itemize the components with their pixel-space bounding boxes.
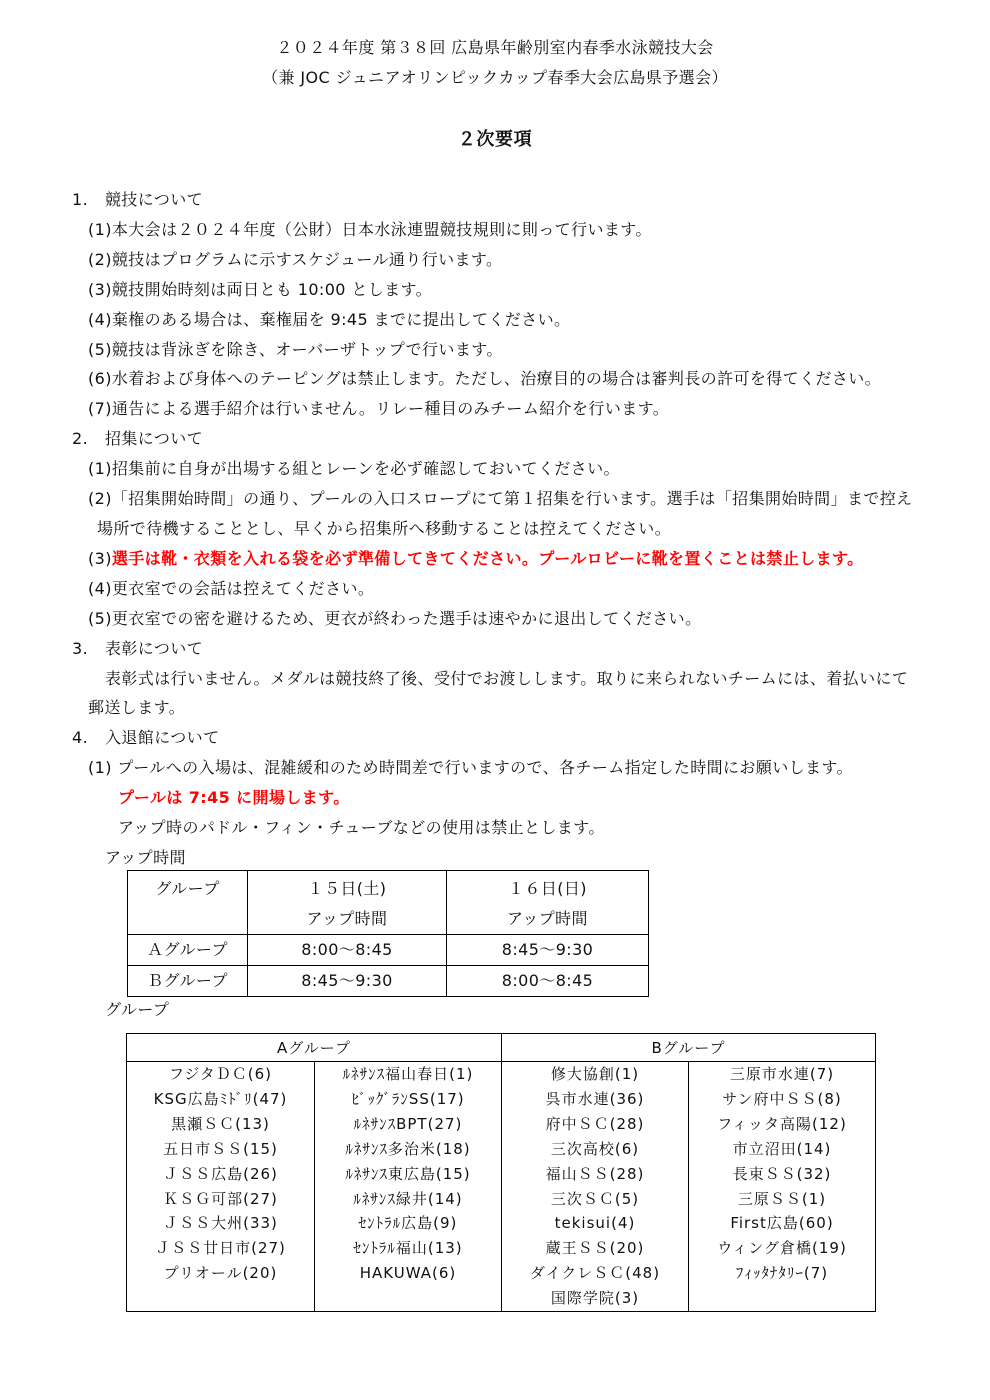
rule-item: (1) プールへの入場は、混雑緩和のため時間差で行いますので、各チーム指定した時間にお願いします。 xyxy=(88,758,853,778)
team-entry: 国際学院(3) xyxy=(550,1289,640,1308)
warmup-table-header-row xyxy=(128,871,649,935)
emphasis-text: 選手は靴・衣類を入れる袋を必ず準備してきてください。プールロビーに靴を置くことは禁止します。 xyxy=(111,548,864,568)
section-call-room xyxy=(72,424,942,633)
team-entry: First広島(60) xyxy=(730,1214,834,1233)
event-title-line: ２０２４年度 第３８回 広島県年齢別室内春季水泳競技大会 xyxy=(276,38,714,57)
group-b-header: Bグループ xyxy=(502,1034,876,1062)
warmup-row-group-b xyxy=(128,966,649,997)
document-title: ２次要項 xyxy=(457,129,533,150)
opening-time-notice: プールは 7:45 に開場します。 xyxy=(118,788,350,808)
section-competition xyxy=(72,185,942,424)
guidelines-body xyxy=(72,185,942,873)
group-a-header: Aグループ xyxy=(127,1034,502,1062)
header-group-label: グループ xyxy=(155,879,220,898)
team-entry: ウィング倉橋(19) xyxy=(717,1239,847,1258)
row-day1-time: 8:45～9:30 xyxy=(248,966,447,997)
team-entry: ﾙﾈｻﾝｽ東広島(15) xyxy=(345,1164,471,1183)
rule-item: (1)本大会は２０２４年度（公財）日本水泳連盟競技規則に則って行います。 xyxy=(88,219,652,239)
team-entry: 三原市水連(7) xyxy=(729,1065,835,1083)
team-entry: 黒瀬ＳＣ(13) xyxy=(171,1114,270,1133)
header-day1-date: １５日(土) xyxy=(307,879,387,898)
team-entry: 修大協創(1) xyxy=(550,1065,640,1083)
team-entry: フジタＤＣ(6) xyxy=(168,1065,273,1083)
team-entry: ダイクレＳＣ(48) xyxy=(529,1264,661,1283)
section-heading xyxy=(72,185,942,215)
section-entry-exit xyxy=(72,723,942,873)
rule-item: (5)更衣室での密を避けるため、更衣が終わった選手は速やかに退出してください。 xyxy=(88,608,702,628)
row-group-name: Ａグループ xyxy=(128,935,248,966)
equipment-note: アップ時のパドル・フィン・チューブなどの使用は禁止とします。 xyxy=(118,818,605,838)
team-entry: 市立沼田(14) xyxy=(732,1139,832,1158)
header-day2-label: アップ時間 xyxy=(507,909,588,928)
team-entry: ﾙﾈｻﾝｽ緑井(14) xyxy=(353,1189,463,1208)
team-entry: 長束ＳＳ(32) xyxy=(732,1164,832,1183)
team-entry: ＪＳＳ広島(26) xyxy=(163,1164,278,1183)
section-number: 1. xyxy=(72,190,89,209)
team-entry: KSG広島ﾐﾄﾞﾘ(47) xyxy=(153,1089,288,1108)
team-entry: ｾﾝﾄﾗﾙ福山(13) xyxy=(353,1239,463,1258)
header-day2-cell xyxy=(447,871,649,935)
group-table-body-row xyxy=(127,1062,876,1312)
document-header xyxy=(0,33,990,93)
row-group-name: Ｂグループ xyxy=(128,966,248,997)
awards-paragraph-continuation: 郵送します。 xyxy=(88,698,186,718)
section-awards xyxy=(72,634,942,724)
header-day1-cell xyxy=(248,871,447,935)
team-entry: 三次ＳＣ(5) xyxy=(550,1189,640,1208)
team-entry: ﾙﾈｻﾝｽ福山春日(1) xyxy=(342,1065,474,1083)
section-heading-text: 競技について xyxy=(105,190,204,209)
group-b-column-2 xyxy=(689,1062,876,1312)
row-day2-time: 8:45～9:30 xyxy=(447,935,649,966)
section-heading xyxy=(72,723,942,753)
group-table-caption: グループ xyxy=(105,1000,170,1019)
rule-item: (1)招集前に自身が出場する組とレーンを必ず確認しておいてください。 xyxy=(88,459,620,479)
team-entry: ＪＳＳ大州(33) xyxy=(163,1214,278,1233)
row-day1-time: 8:00～8:45 xyxy=(248,935,447,966)
rule-item: (7)通告による選手紹介は行いません。リレー種目のみチーム紹介を行います。 xyxy=(88,399,670,419)
team-entry: 府中ＳＣ(28) xyxy=(545,1114,645,1133)
team-entry: 三原ＳＳ(1) xyxy=(737,1189,827,1208)
event-subtitle-line: （兼 JOC ジュニアオリンピックカップ春季大会広島県予選会） xyxy=(262,68,728,87)
section-number: 3. xyxy=(72,638,89,658)
team-entry: 福山ＳＳ(28) xyxy=(545,1164,645,1183)
group-a-column-2 xyxy=(315,1062,502,1312)
rule-item-label: (3) xyxy=(88,548,112,568)
team-entry: 呉市水連(36) xyxy=(545,1089,645,1108)
team-entry: ﾙﾈｻﾝｽ多治米(18) xyxy=(345,1139,471,1158)
rule-item-line: (2)「招集開始時間」の通り、プールの入口スロープにて第１招集を行います。選手は「招集開始時間」まで控え xyxy=(88,489,913,509)
rule-item: (6)水着および身体へのテーピングは禁止します。ただし、治療目的の場合は審判長の許可を得てください。 xyxy=(88,369,882,389)
rule-item-continuation: 場所で待機することとし、早くから招集所へ移動することは控えてください。 xyxy=(97,518,672,538)
header-group-cell xyxy=(128,871,248,935)
rule-item: (3)競技開始時刻は両日とも 10:00 とします。 xyxy=(88,279,433,299)
team-entry: プリオール(20) xyxy=(163,1264,278,1283)
row-day2-time: 8:00～8:45 xyxy=(447,966,649,997)
section-number: 2. xyxy=(72,429,89,449)
team-entry: サン府中ＳＳ(8) xyxy=(722,1089,842,1108)
section-heading-text: 表彰について xyxy=(105,638,204,658)
section-heading xyxy=(72,424,942,454)
team-entry: tekisui(4) xyxy=(554,1214,636,1233)
header-day2-date: １６日(日) xyxy=(508,879,587,898)
team-entry: 五日市ＳＳ(15) xyxy=(163,1139,278,1158)
team-entry: ＪＳＳ廿日市(27) xyxy=(155,1239,286,1258)
team-entry: 蔵王ＳＳ(20) xyxy=(545,1239,645,1258)
rule-item: (4)更衣室での会話は控えてください。 xyxy=(88,578,375,598)
rule-item: (2)競技はプログラムに示すスケジュール通り行います。 xyxy=(88,249,503,269)
rule-item-emphasis xyxy=(72,544,942,574)
team-entry: HAKUWA(6) xyxy=(359,1264,457,1283)
section-heading xyxy=(72,634,942,664)
warmup-time-table xyxy=(127,870,649,997)
group-assignment-table xyxy=(126,1033,876,1312)
group-table-header-row xyxy=(127,1034,876,1062)
warmup-table-caption: アップ時間 xyxy=(105,847,186,867)
group-a-column-1 xyxy=(127,1062,315,1312)
team-entry: ﾌｨｯﾀﾅﾀﾘｰ(7) xyxy=(735,1264,829,1283)
warmup-row-group-a xyxy=(128,935,649,966)
section-heading-text: 招集について xyxy=(105,429,204,449)
group-b-column-1 xyxy=(502,1062,689,1312)
team-entry: ﾙﾈｻﾝｽBPT(27) xyxy=(353,1114,463,1133)
section-heading-text: 入退館について xyxy=(105,728,220,748)
rule-item: (5)競技は背泳ぎを除き、オーバーザトップで行います。 xyxy=(88,339,503,359)
header-day1-label: アップ時間 xyxy=(306,909,388,928)
team-entry: 三次高校(6) xyxy=(550,1139,640,1158)
section-number: 4. xyxy=(72,728,89,748)
team-entry: ｾﾝﾄﾗﾙ広島(9) xyxy=(358,1214,458,1233)
awards-paragraph-line: 表彰式は行いません。メダルは競技終了後、受付でお渡しします。取りに来られないチームには、着払いにて xyxy=(105,668,909,688)
team-entry: フィッタ高陽(12) xyxy=(717,1114,847,1133)
rule-item: (4)棄権のある場合は、棄権届を 9:45 までに提出してください。 xyxy=(88,309,571,329)
team-entry: ＫＳＧ可部(27) xyxy=(163,1189,278,1208)
team-entry: ﾋﾞｯｸﾞﾗﾝSS(17) xyxy=(351,1089,465,1108)
